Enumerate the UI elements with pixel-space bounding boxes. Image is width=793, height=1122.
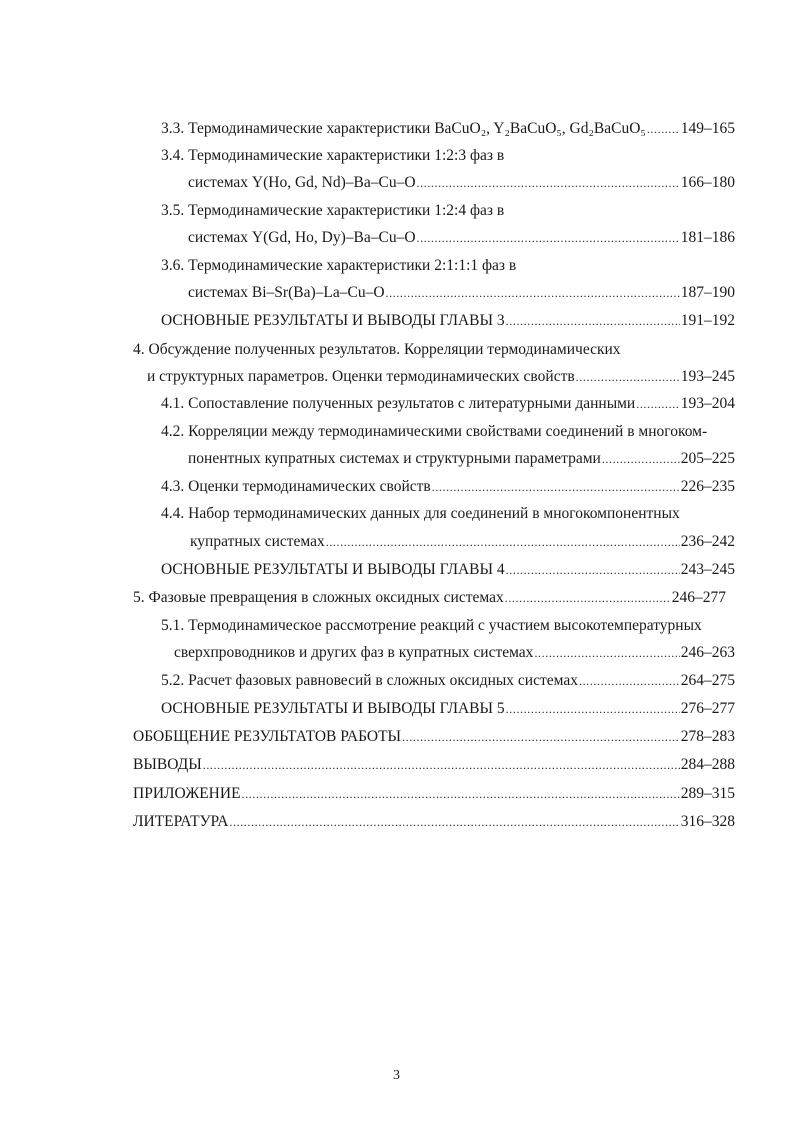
toc-entry-summary: [133, 728, 735, 748]
toc-entry-3-6-title: [161, 257, 516, 277]
toc-entry-text: системах Y(Gd, Ho, Dy)–Ba–Cu–O: [188, 229, 416, 246]
toc-entry-text: купратных системах: [190, 533, 325, 550]
toc-entry-text: 5. Фазовые превращения в сложных оксидных системах: [133, 589, 504, 606]
toc-entry-pages: 187–190: [680, 284, 735, 301]
dot-leader: [242, 787, 680, 802]
toc-entry-results-5: [161, 700, 735, 720]
toc-entry-pages: 226–235: [680, 478, 735, 495]
toc-entry-pages: 278–283: [680, 728, 735, 745]
toc-entry-text: 5.1. Термодинамическое рассмотрение реакций с участием высокотемпературных: [161, 617, 702, 634]
toc-entry-4-title: [133, 341, 621, 361]
toc-entry-4-2-title: [161, 423, 707, 443]
dot-leader: [579, 674, 680, 689]
toc-entry-pages: 149–165: [680, 120, 735, 137]
toc-entry-pages: 264–275: [680, 672, 735, 689]
toc-entry-pages: 246–277: [671, 589, 726, 606]
toc-entry-pages: 316–328: [680, 813, 735, 830]
toc-entry-text: 3.6. Термодинамические характеристики 2:1:1:1 фаз в: [161, 257, 517, 274]
toc-entry-text: и структурных параметров. Оценки термодинамических свойств: [147, 368, 575, 385]
page-number: 3: [393, 1068, 400, 1083]
toc-entry-text: ОСНОВНЫЕ РЕЗУЛЬТАТЫ И ВЫВОДЫ ГЛАВЫ 4: [161, 561, 505, 578]
dot-leader: [576, 370, 680, 385]
toc-entry-3-5: [188, 229, 735, 249]
dot-leader: [326, 535, 680, 550]
dot-leader: [647, 122, 680, 137]
dot-leader: [506, 563, 680, 578]
toc-entry-4-1: [161, 395, 735, 415]
toc-entry-text: 4.2. Корреляции между термодинамическими свойствами соединений в многоком-: [161, 423, 708, 440]
toc-entry-pages: 284–288: [680, 756, 735, 773]
toc-entry-text: 4.4. Набор термодинамических данных для соединений в многокомпонентных: [161, 505, 680, 522]
toc-entry-5: [133, 589, 726, 609]
dot-leader: [534, 646, 679, 661]
toc-entry-text: 3.5. Термодинамические характеристики 1:2:4 фаз в: [161, 202, 505, 219]
toc-entry-3-4-title: [161, 147, 504, 167]
toc-entry-pages: 276–277: [680, 700, 735, 717]
toc-entry-pages: 193–204: [680, 395, 735, 412]
toc-entry-results-4: [161, 561, 735, 581]
toc-entry-text: понентных купратных системах и структурными параметрами: [188, 450, 601, 467]
toc-entry-pages: 289–315: [680, 785, 735, 802]
toc-entry-pages: 246–263: [680, 644, 735, 661]
toc-entry-pages: 166–180: [680, 174, 735, 191]
toc-entry-text: ВЫВОДЫ: [133, 756, 202, 773]
toc-entry-3-4: [188, 174, 735, 194]
toc-entry-results-3: [161, 312, 735, 332]
dot-leader: [505, 591, 671, 606]
dot-leader: [417, 231, 680, 246]
dot-leader: [602, 452, 680, 467]
dot-leader: [636, 397, 680, 412]
toc-entry-appendix: [133, 785, 735, 805]
toc-entry-text: ПРИЛОЖЕНИЕ: [133, 785, 241, 802]
dot-leader: [506, 314, 680, 329]
toc-entry-4-2: [188, 450, 735, 470]
toc-entry-4-4-title: [161, 505, 680, 525]
dot-leader: [506, 702, 680, 717]
toc-entry-5-1: [174, 644, 735, 664]
toc-entry-text: ЛИТЕРАТУРА: [133, 813, 229, 830]
dot-leader: [432, 480, 680, 495]
toc-entry-conclusions: [133, 756, 735, 776]
toc-entry-text: 4.3. Оценки термодинамических свойств: [161, 478, 431, 495]
toc-entry-text: 4. Обсуждение полученных результатов. Корреляции термодинамических: [133, 341, 621, 358]
dot-leader: [386, 286, 680, 301]
toc-entry-pages: 205–225: [680, 450, 735, 467]
toc-entry-4-3: [161, 478, 735, 498]
toc-entry-text: сверхпроводников и других фаз в купратных системах: [174, 644, 534, 661]
toc-entry-3-6: [188, 284, 735, 304]
toc-entry-text: ОСНОВНЫЕ РЕЗУЛЬТАТЫ И ВЫВОДЫ ГЛАВЫ 3: [161, 312, 505, 329]
toc-entry-3-3: [161, 120, 735, 140]
toc-entry-text: 3.4. Термодинамические характеристики 1:2:3 фаз в: [161, 147, 505, 164]
toc-entry-5-2: [161, 672, 735, 692]
dot-leader: [402, 730, 680, 745]
toc-entry-5-1-title: [161, 617, 702, 637]
dot-leader: [203, 758, 680, 773]
toc-entry-text: 4.1. Сопоставление полученных результатов с литературными данными: [161, 395, 636, 412]
toc-entry-text: 3.3. Термодинамические характеристики BaCuO₂, Y₂BaCuO₅, Gd₂BaCuO₅: [161, 120, 646, 137]
toc-entry-pages: 191–192: [680, 312, 735, 329]
toc-entry-pages: 243–245: [680, 561, 735, 578]
toc-entry-3-5-title: [161, 202, 504, 222]
toc-entry-text: 5.2. Расчет фазовых равновесий в сложных оксидных системах: [161, 672, 578, 689]
toc-entry-text: системах Bi–Sr(Ba)–La–Cu–O: [188, 284, 385, 301]
toc-entry-pages: 193–245: [680, 368, 735, 385]
toc-entry-text: ОСНОВНЫЕ РЕЗУЛЬТАТЫ И ВЫВОДЫ ГЛАВЫ 5: [161, 700, 505, 717]
toc-entry-4: [147, 368, 735, 388]
toc-entry-text: ОБОБЩЕНИЕ РЕЗУЛЬТАТОВ РАБОТЫ: [133, 728, 402, 745]
toc-entry-literature: [133, 813, 735, 833]
toc-entry-text: системах Y(Ho, Gd, Nd)–Ba–Cu–O: [188, 174, 416, 191]
dot-leader: [229, 815, 679, 830]
dot-leader: [417, 176, 680, 191]
toc-entry-4-4: [190, 533, 735, 553]
toc-entry-pages: 236–242: [680, 533, 735, 550]
toc-entry-pages: 181–186: [680, 229, 735, 246]
